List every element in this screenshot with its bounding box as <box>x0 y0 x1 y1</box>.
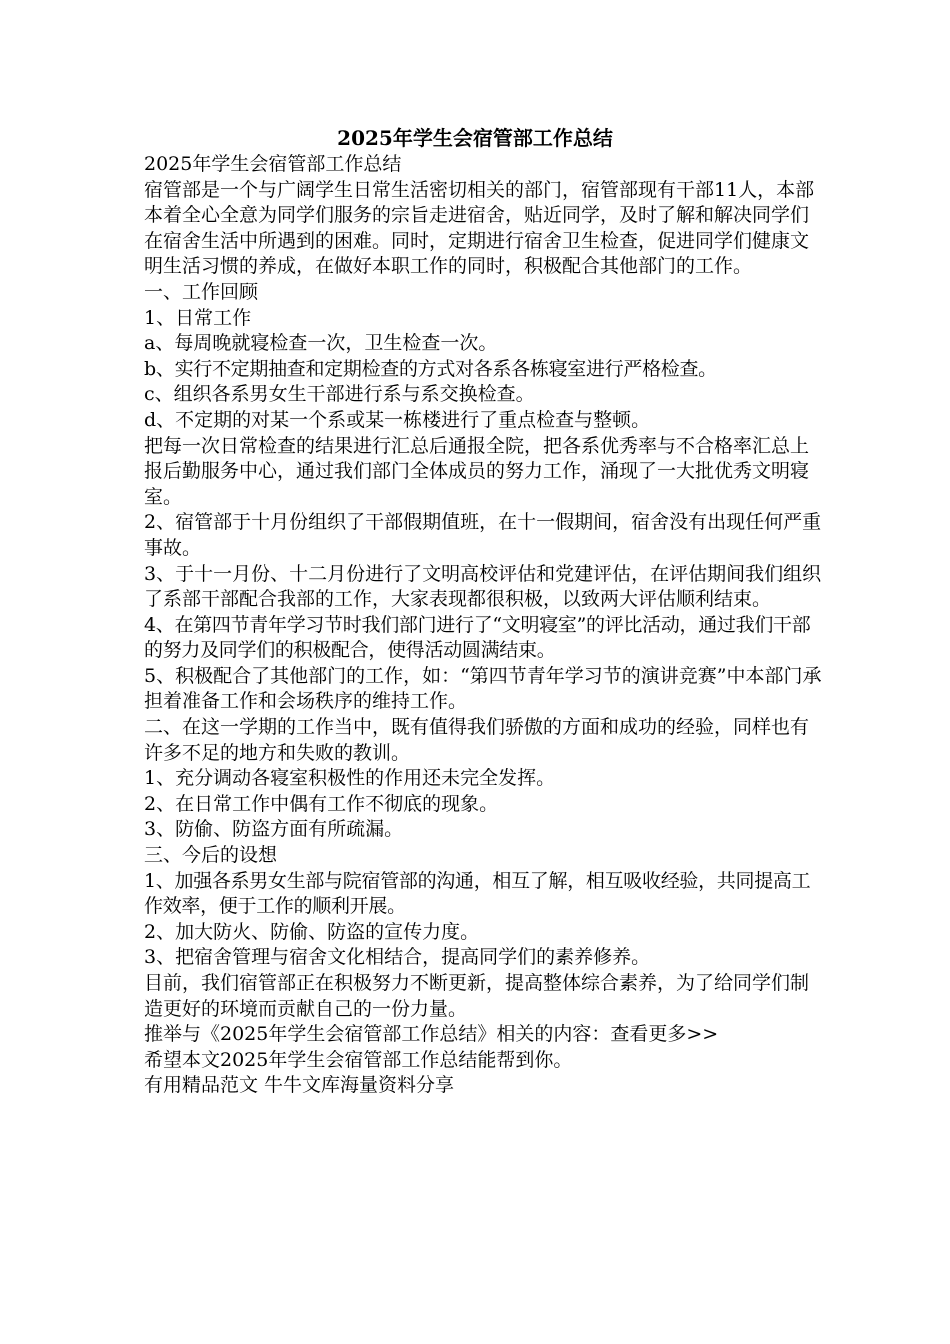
intro-paragraph: 宿管部是一个与广阔学生日常生活密切相关的部门，宿管部现有干部11人，本部本着全心全意为同学们服务的宗旨走进宿舍，贴近同学，及时了解和解决同学们在宿舍生活中所遇到的困难。同时，定期进行宿舍卫生检查，促进同学们健康文明生活习惯的养成，在做好本职工作的同时，积极配合其他部门的工作。 <box>144 178 815 278</box>
item-4-dorm-contest: 4、在第四节青年学习节时我们部门进行了“文明寝室”的评比活动，通过我们干部的努力及同学们的积极配合，使得活动圆满结束。 <box>144 613 811 662</box>
document-title: 2025年学生会宿管部工作总结 <box>337 126 613 150</box>
lesson-item-1: 1、充分调动各寝室积极性的作用还未完全发挥。 <box>144 767 556 790</box>
plan-item-3: 3、把宿舍管理与宿舍文化相结合，提高同学们的素养修养。 <box>144 946 651 969</box>
section-heading-review: 一、工作回顾 <box>144 280 259 303</box>
document-body <box>144 152 824 1099</box>
plan-item-1: 1、加强各系男女生部与院宿管部的沟通，相互了解，相互吸收经验，共同提高工作效率，便于工作的顺利开展。 <box>144 869 811 918</box>
item-2-holiday-duty: 2、宿管部于十月份组织了干部假期值班，在十一假期间，宿舍没有出现任何严重事故。 <box>144 511 822 559</box>
plan-item-2: 2、加大防火、防偷、防盗的宣传力度。 <box>144 920 480 943</box>
related-content-line: 推举与《2025年学生会宿管部工作总结》相关的内容：查看更多>> <box>144 1023 719 1046</box>
list-item-b: b、实行不定期抽查和定期检查的方式对各系各栋寝室进行严格检查。 <box>144 357 717 380</box>
list-item-c: c、组织各系男女生干部进行系与系交换检查。 <box>144 383 535 406</box>
lesson-item-3: 3、防偷、防盗方面有所疏漏。 <box>144 818 404 841</box>
closing-paragraph: 目前，我们宿管部正在积极努力不断更新，提高整体综合素养，为了给同学们制造更好的环境而贡献自己的一份力量。 <box>144 972 810 1020</box>
hope-line: 希望本文2025年学生会宿管部工作总结能帮到你。 <box>144 1048 573 1071</box>
list-item-a: a、每周晚就寝检查一次，卫生检查一次。 <box>144 332 498 355</box>
section-heading-lessons: 二、在这一学期的工作当中，既有值得我们骄傲的方面和成功的经验，同样也有许多不足的地方和失败的教训。 <box>144 716 810 764</box>
footer-line: 有用精品范文 牛牛文库海量资料分享 <box>144 1074 455 1097</box>
subtitle-line: 2025年学生会宿管部工作总结 <box>144 153 402 175</box>
item-3-evaluation: 3、于十一月份、十二月份进行了文明高校评估和党建评估，在评估期间我们组织了系部干部配合我部的工作，大家表现都很积极，以致两大评估顺利结束。 <box>144 562 822 611</box>
item-5-cooperation: 5、积极配合了其他部门的工作，如：“第四节青年学习节的演讲竞赛”中本部门承担着准备工作和会场秩序的维持工作。 <box>144 664 822 713</box>
section-heading-plans: 三、今后的设想 <box>144 844 278 867</box>
subsection-daily-work: 1、日常工作 <box>144 306 252 329</box>
summary-paragraph: 把每一次日常检查的结果进行汇总后通报全院，把各系优秀率与不合格率汇总上报后勤服务中心，通过我们部门全体成员的努力工作，涌现了一大批优秀文明寝室。 <box>144 434 810 508</box>
lesson-item-2: 2、在日常工作中偶有工作不彻底的现象。 <box>144 792 499 815</box>
list-item-d: d、不定期的对某一个系或某一栋楼进行了重点检查与整顿。 <box>144 408 651 431</box>
